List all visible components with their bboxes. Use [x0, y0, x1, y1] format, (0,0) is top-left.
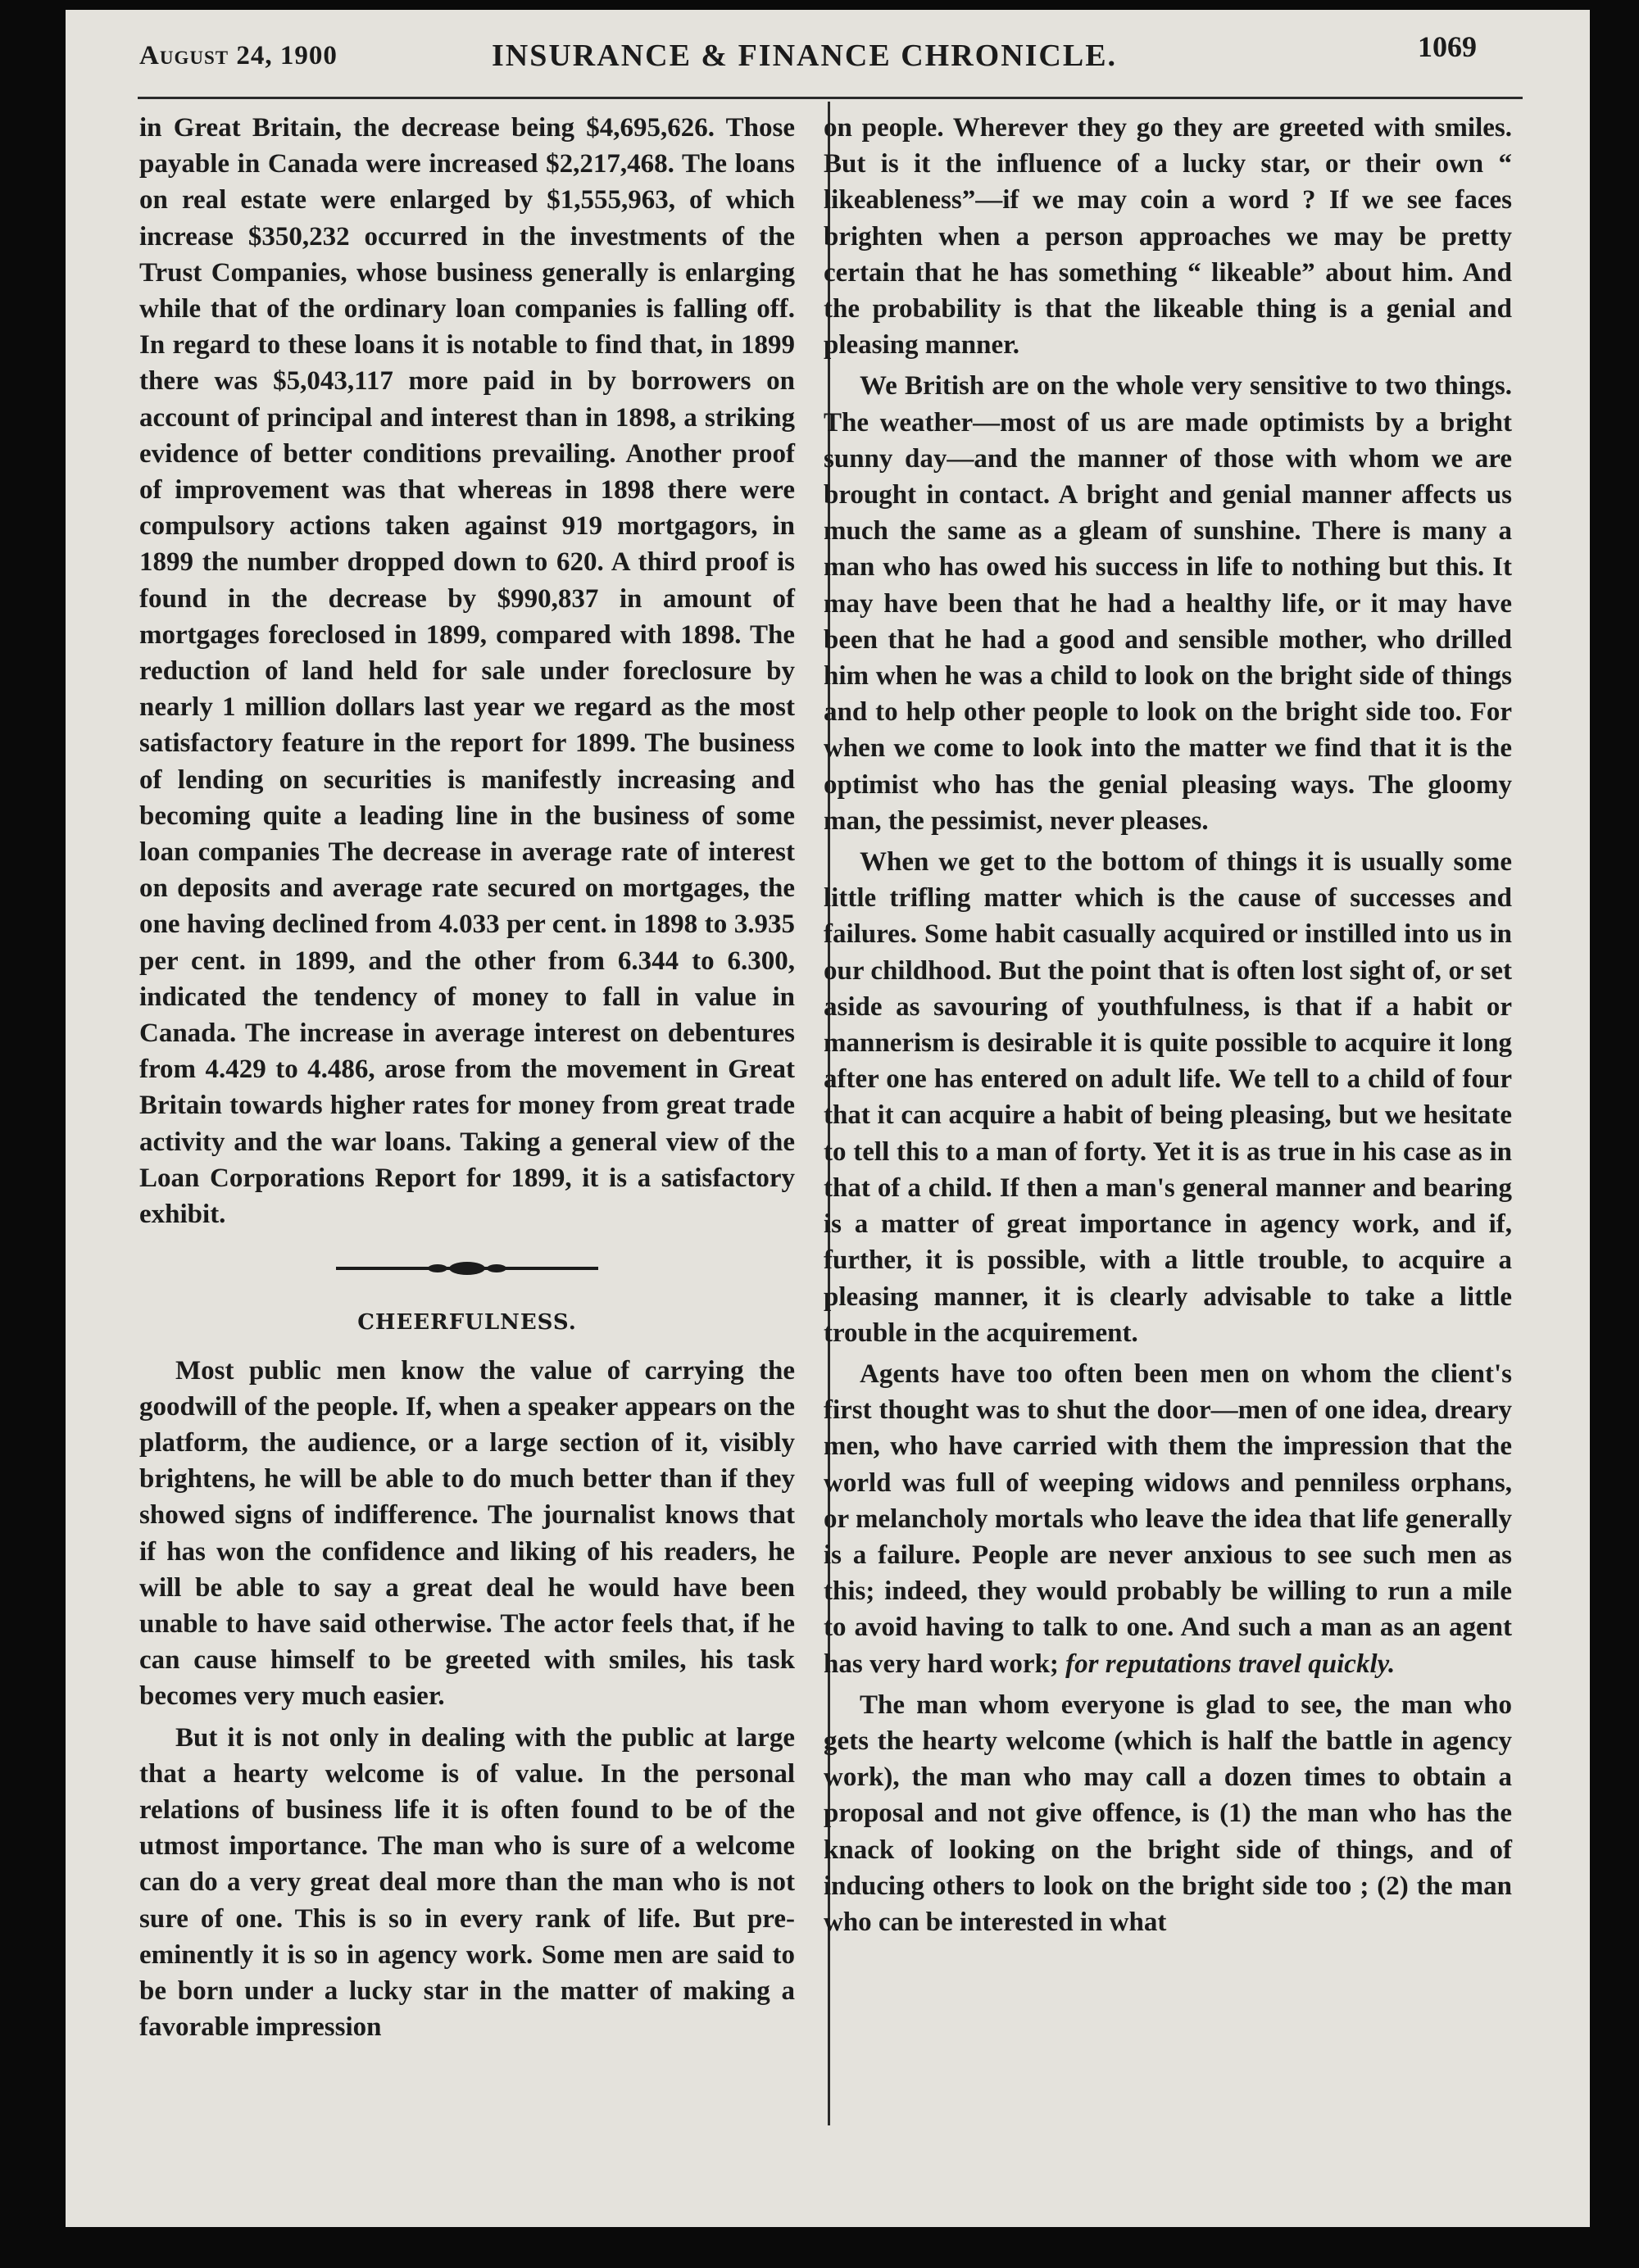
scan-border-right [1590, 0, 1639, 2268]
right-column [824, 110, 1512, 1940]
scan-border-bottom [0, 2227, 1639, 2268]
scan-border-top [0, 0, 1639, 10]
right-paragraph-1: on people. Wherever they go they are greeted with smiles. But is it the influence of a lucky star, or their own “ likeableness”—if we may coin a word ? If we see faces brighten when a person approaches we may be pretty certain that he has something “ likeable” about him. And the probability is that the likeable thing is a genial and pleasing manner. [824, 113, 1512, 361]
left-column [139, 110, 795, 2045]
running-header [139, 25, 1491, 82]
right-paragraph-4 [824, 1356, 1512, 1682]
cheerfulness-paragraph-2: But it is not only in dealing with the public at large that a hearty welcome is of value. In the personal relations of business life it is often found to be of the utmost importance. The man who is sure of a welcome can do a very great deal more than the man who is not sure of one. This is so in every rank of life. But pre-eminently it is so in agency work. Some men are said to be born under a lucky star in the matter of making a favorable impression [139, 1722, 795, 2043]
right-paragraph-4-text: Agents have too often been men on whom the client's first thought was to shut the door—men of one idea, dreary men, who have carried with them the impression that the world was full of weeping widows and penniless orphans, or melancholy mortals who leave the idea that life generally is a failure. People are never anxious to see such men as this; indeed, they would probably be willing to run a mile to avoid having to talk to one. And such a man as an agent has very hard work; [824, 1359, 1512, 1679]
header-rule [138, 97, 1523, 99]
page-number: 1069 [1418, 30, 1477, 63]
cheerfulness-paragraph-1: Most public men know the value of carrying the goodwill of the people. If, when a speaker appears on the platform, the audience, or a large section of it, visibly brightens, he will be able to do much better than if they showed signs of indifference. The journalist knows that if has won the confidence and liking of his readers, he will be able to say a great deal he would have been unable to have said otherwise. The actor feels that, if he can cause himself to be greeted with smiles, his task becomes very much easier. [139, 1355, 795, 1712]
header-date: August 24, 1900 [139, 41, 338, 70]
right-paragraph-4-italic: for reputations travel quickly. [1065, 1649, 1396, 1679]
loan-report-paragraph: in Great Britain, the decrease being $4,695,626. Those payable in Canada were increased $2,217,468. The loans on real estate were enlarged by $1,555,963, of which increase $350,232 occurred in the investments of the Trust Companies, whose business generally is enlarging while that of the ordinary loan companies is falling off. In regard to these loans it is notable to find that, in 1899 there was $5,043,117 more paid in by borrowers on account of principal and interest than in 1898, a striking evidence of better conditions prevailing. Another proof of improvement was that whereas in 1898 there were compulsory actions taken against 919 mortgagors, in 1899 the number dropped down to 620. A third proof is found in the decrease by $990,837 in amount of mortgages foreclosed in 1899, compared with 1898. The reduction of land held for sale under foreclosure by nearly 1 million dollars last year we regard as the most satisfactory feature in the report for 1899. The business of lending on securities is manifestly increasing and becoming quite a leading line in the business of some loan companies The decrease in average rate of interest on deposits and average rate secured on mortgages, the one having declined from 4.033 per cent. in 1898 to 3.935 per cent. in 1899, and the other from 6.344 to 6.300, indicated the tendency of money to fall in value in Canada. The increase in average interest on debentures from 4.429 to 4.486, arose from the movement in Great Britain towards higher rates for money from great trade activity and the war loans. Taking a general view of the Loan Corporations Report for 1899, it is a satisfactory exhibit. [139, 113, 795, 1230]
right-paragraph-2: We British are on the whole very sensitive to two things. The weather—most of us are made optimists by a bright sunny day—and the manner of those with whom we are brought in contact. A bright and genial manner affects us much the same as a gleam of sunshine. There is many a man who has owed his success in life to nothing but this. It may have been that he had a healthy life, or it may have been that he had a good and sensible mother, who drilled him when he was a child to look on the bright side of things and to help other people to look on the bright side too. For when we come to look into the matter we find that it is the optimist who has the genial pleasing ways. The gloomy man, the pessimist, never pleases. [824, 371, 1512, 836]
ornamental-divider [336, 1260, 598, 1277]
right-paragraph-5: The man whom everyone is glad to see, the man who gets the hearty welcome (which is half the battle in agency work), the man who may call a dozen times to obtain a proposal and not give offence, is (1) the man who has the knack of looking on the bright side of things, and of inducing others to look on the bright side too ; (2) the man who can be interested in what [824, 1690, 1512, 1937]
header-title: INSURANCE & FINANCE CHRONICLE. [492, 39, 1118, 73]
scan-border-left [0, 0, 66, 2268]
right-paragraph-3: When we get to the bottom of things it is usually some little trifling matter which is the cause of successes and failures. Some habit casually acquired or instilled into us in our childhood. But the point that is often lost sight of, or set aside as savouring of youthfulness, is that if a habit or mannerism is desirable it is quite possible to acquire it long after one has entered on adult life. We tell to a child of four that it can acquire a habit of being pleasing, but we hesitate to tell this to a man of forty. Yet it is as true in his case as in that of a child. If then a man's general manner and bearing is a matter of great importance in agency work, and if, further, it is possible, with a little trouble, to acquire a pleasing manner, it is clearly advisable to take a little trouble in the acquirement. [824, 847, 1512, 1348]
section-heading: CHEERFULNESS. [357, 1310, 577, 1336]
